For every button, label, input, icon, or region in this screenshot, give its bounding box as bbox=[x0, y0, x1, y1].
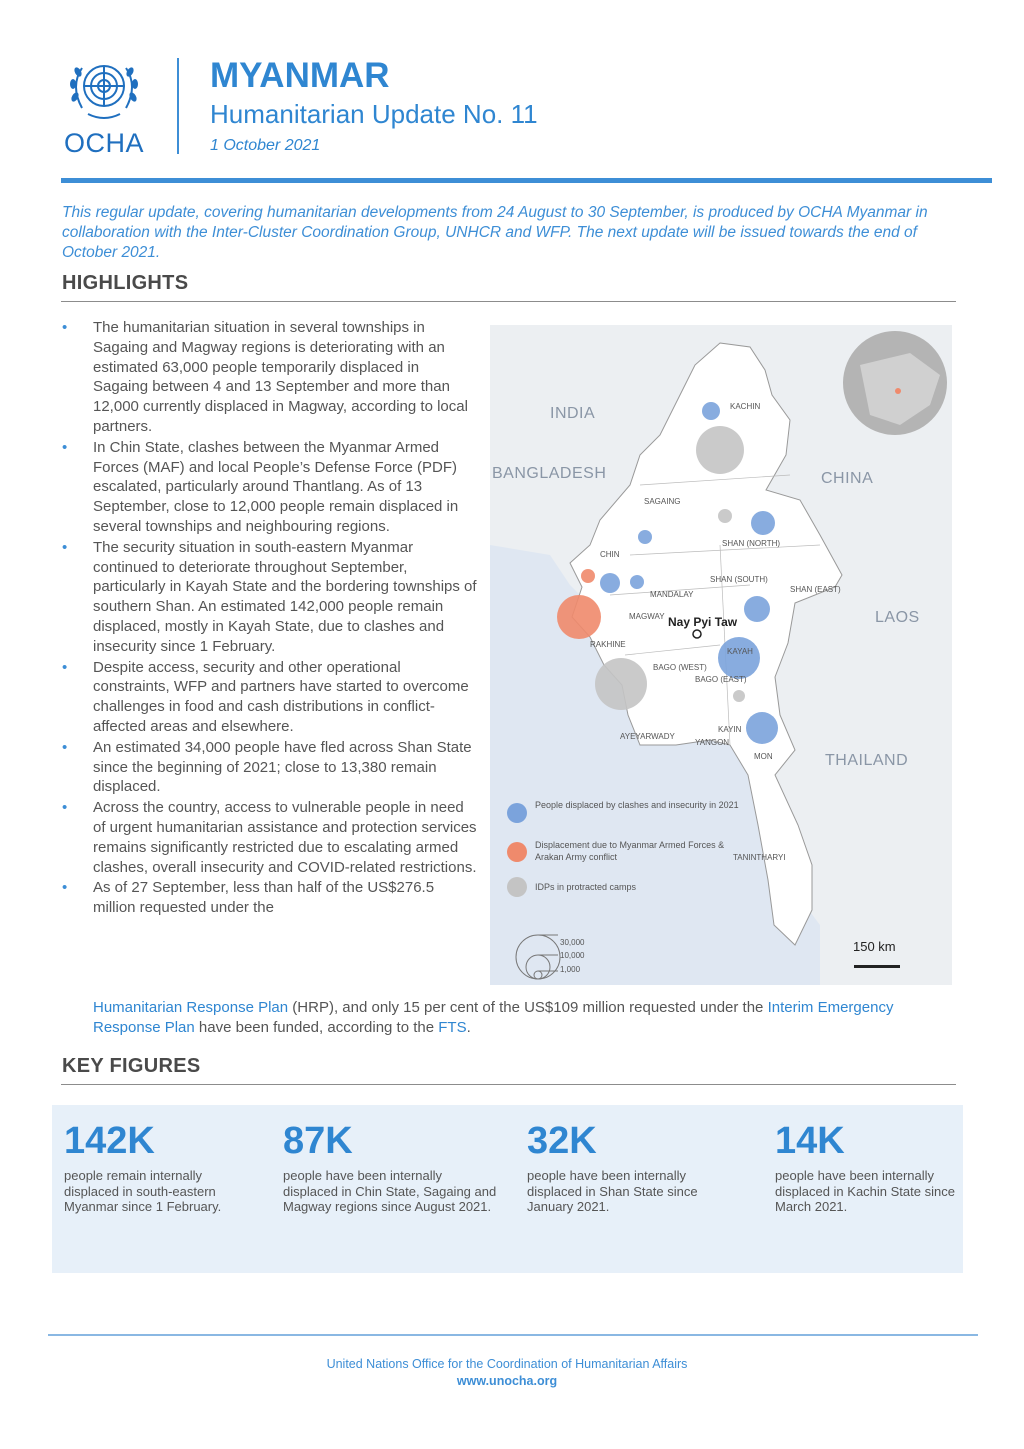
intro-text: This regular update, covering humanitarian developments from 24 August to 30 September, is produced by OCHA Myanmar in collaboration with the Inter-Cluster Coordination Group, UNHCR and WFP. The next update will be issued towards the end of October 2021. bbox=[62, 204, 928, 261]
hrp-link[interactable]: Humanitarian Response Plan bbox=[93, 999, 289, 1016]
key-figure bbox=[64, 1119, 239, 1215]
page-subtitle: Humanitarian Update No. 11 bbox=[210, 99, 538, 129]
bubble-orange bbox=[557, 595, 601, 639]
key-figure-value: 32K bbox=[527, 1120, 597, 1162]
highlight-item: • The security situation in south-eastern Myanmar continued to deteriorate throughout September, particularly in Kayah State and the bordering townships of southern Shan. An estimated 142,000 people remain displaced, mostly in Kayah State, due to clashes and insecurity since 1 February. bbox=[62, 538, 477, 657]
funding-text-part: . bbox=[466, 1018, 471, 1036]
region-label: CHIN bbox=[600, 550, 620, 559]
bubble-blue bbox=[702, 402, 720, 420]
highlights-rule bbox=[61, 301, 956, 302]
region-label: YANGON bbox=[695, 738, 730, 747]
country-label: INDIA bbox=[550, 405, 596, 422]
bubble-grey bbox=[718, 509, 732, 523]
region-label: KAYAH bbox=[727, 647, 753, 656]
highlight-item: • As of 27 September, less than half of the US$276.5 million requested under the bbox=[62, 878, 477, 918]
region-label: MAGWAY bbox=[629, 612, 665, 621]
funding-text-part: have been funded, according to the bbox=[194, 1018, 439, 1036]
region-label: MANDALAY bbox=[650, 590, 694, 599]
highlight-item: • An estimated 34,000 people have fled across Shan State since the beginning of 2021; close to 13,380 remain displaced. bbox=[62, 738, 477, 797]
bubble-orange bbox=[581, 569, 595, 583]
region-label: BAGO (WEST) bbox=[653, 663, 707, 672]
region-label: SAGAING bbox=[644, 497, 681, 506]
key-figure-desc: people have been internally displaced in Kachin State since March 2021. bbox=[775, 1168, 955, 1214]
region-label: SHAN (SOUTH) bbox=[710, 575, 768, 584]
footer-url-link[interactable]: www.unocha.org bbox=[456, 1374, 558, 1388]
region-label: SHAN (EAST) bbox=[790, 585, 841, 594]
region-label: BAGO (EAST) bbox=[695, 675, 747, 684]
key-figure-desc: people remain internally displaced in south-eastern Myanmar since 1 February. bbox=[64, 1168, 222, 1214]
key-figure bbox=[527, 1119, 717, 1215]
scalebar-label: 150 km bbox=[853, 939, 896, 954]
header-divider bbox=[177, 58, 179, 154]
region-label: AYEYARWADY bbox=[620, 732, 675, 741]
bubble-blue bbox=[630, 575, 644, 589]
bubble-blue bbox=[638, 530, 652, 544]
region-label: SHAN (NORTH) bbox=[722, 539, 781, 548]
size-legend-icon bbox=[516, 935, 560, 979]
page-title: MYANMAR bbox=[210, 56, 390, 95]
displacement-map bbox=[490, 325, 952, 985]
bubble-blue bbox=[746, 712, 778, 744]
funding-text bbox=[93, 998, 953, 1038]
legend-swatch-grey bbox=[507, 877, 527, 897]
legend-label: Displacement due to Myanmar Armed Forces & Arakan Army conflict bbox=[535, 840, 725, 862]
bubble-blue bbox=[744, 596, 770, 622]
size-legend-value: 10,000 bbox=[560, 951, 585, 960]
key-figure-value: 87K bbox=[283, 1120, 353, 1162]
key-figure-desc: people have been internally displaced in Shan State since January 2021. bbox=[527, 1168, 698, 1214]
publication-date: 1 October 2021 bbox=[210, 137, 321, 154]
legend-label: People displaced by clashes and insecurity in 2021 bbox=[535, 800, 739, 810]
key-figures-rule bbox=[61, 1084, 956, 1085]
highlight-item: • Despite access, security and other operational constraints, WFP and partners have started to overcome challenges in food and cash distributions in conflict-affected areas and elsewhere. bbox=[62, 658, 477, 737]
legend-swatch-orange bbox=[507, 842, 527, 862]
footer-rule bbox=[48, 1334, 978, 1336]
highlights-heading: HIGHLIGHTS bbox=[62, 272, 189, 294]
footer-org: United Nations Office for the Coordination of Humanitarian Affairs bbox=[326, 1357, 688, 1371]
region-label: TANINTHARYI bbox=[733, 853, 786, 862]
key-figures-panel bbox=[52, 1105, 963, 1273]
key-figure bbox=[775, 1119, 955, 1215]
highlight-item: • In Chin State, clashes between the Myanmar Armed Forces (MAF) and local People’s Defense Force (PDF) escalated, particularly around Thantlang. As of 13 September, close to 12,000 people remain displaced in several townships and neighbouring regions. bbox=[62, 438, 477, 537]
ocha-logo bbox=[58, 52, 150, 160]
region-label: KAYIN bbox=[718, 725, 742, 734]
size-legend-value: 1,000 bbox=[560, 965, 581, 974]
size-legend-value: 30,000 bbox=[560, 938, 585, 947]
scalebar bbox=[854, 965, 900, 968]
key-figure-value: 142K bbox=[64, 1120, 155, 1162]
country-label: CHINA bbox=[821, 470, 874, 487]
logo-text: OCHA bbox=[63, 128, 144, 158]
fts-link[interactable]: FTS bbox=[438, 1018, 467, 1036]
bubble-grey bbox=[696, 426, 744, 474]
header-rule bbox=[61, 178, 992, 183]
ierp-link[interactable]: Interim Emergency Response Plan bbox=[93, 999, 894, 1036]
key-figure-desc: people have been internally displaced in Chin State, Sagaing and Magway regions since August 2021. bbox=[283, 1168, 497, 1214]
region-label: KACHIN bbox=[730, 402, 761, 411]
highlight-item: • Across the country, access to vulnerable people in need of urgent humanitarian assistance and protection services remains significantly restricted due to escalating armed clashes, overall insecurity and COVID-related restrictions. bbox=[62, 798, 477, 877]
region-label: RAKHINE bbox=[590, 640, 626, 649]
country-label: LAOS bbox=[875, 609, 920, 626]
key-figure-value: 14K bbox=[775, 1120, 845, 1162]
funding-text-part: (HRP), and only 15 per cent of the US$109 million requested under the bbox=[288, 999, 768, 1016]
bubble-blue bbox=[600, 573, 620, 593]
highlights-list bbox=[62, 318, 477, 919]
region-label: MON bbox=[754, 752, 773, 761]
capital-marker-icon bbox=[693, 630, 701, 638]
bubble-blue bbox=[751, 511, 775, 535]
legend-label: IDPs in protracted camps bbox=[535, 882, 637, 892]
bubble-grey bbox=[733, 690, 745, 702]
key-figures-heading: KEY FIGURES bbox=[62, 1055, 201, 1077]
country-label: BANGLADESH bbox=[492, 465, 607, 482]
legend-swatch-blue bbox=[507, 803, 527, 823]
country-label: THAILAND bbox=[825, 752, 909, 769]
bubble-blue bbox=[718, 637, 760, 679]
highlight-item: • The humanitarian situation in several townships in Sagaing and Magway regions is deteriorating with an estimated 63,000 people temporarily displaced in Sagaing between 4 and 13 September and more than 12,000 currently displaced in Magway, according to local partners. bbox=[62, 318, 477, 437]
capital-label: Nay Pyi Taw bbox=[668, 615, 738, 629]
bubble-grey bbox=[595, 658, 647, 710]
key-figure bbox=[283, 1119, 498, 1215]
un-emblem-icon bbox=[58, 52, 150, 126]
